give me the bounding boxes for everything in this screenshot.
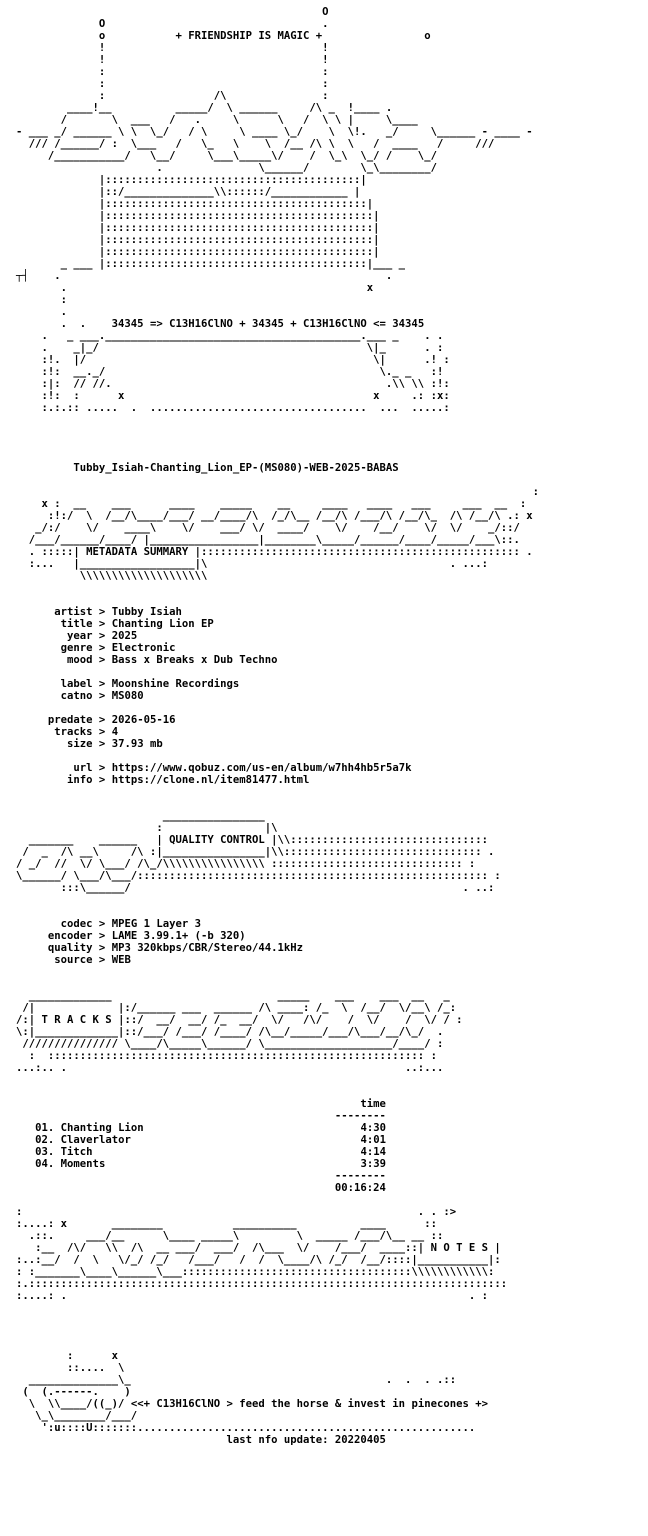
metadata-title: METADATA SUMMARY — [86, 546, 189, 558]
quality-key-encoder: encoder — [35, 930, 93, 942]
metadata-value-genre: Electronic — [111, 642, 176, 654]
track-name: Chanting Lion — [60, 1122, 144, 1134]
quality-value-encoder: LAME 3.99.1+ (-b 320) — [111, 930, 246, 942]
track-name: Claverlator — [60, 1134, 131, 1146]
quality-key-quality: quality — [35, 942, 93, 954]
metadata-key-url: url — [35, 762, 93, 774]
release-name: Tubby_Isiah-Chanting_Lion_EP-(MS080)-WEB-2025-BABAS — [73, 462, 399, 474]
track-number: 01. — [35, 1122, 55, 1134]
track-time: 4:30 — [360, 1122, 386, 1134]
metadata-key-title: title — [35, 618, 93, 630]
track-number: 02. — [35, 1134, 55, 1146]
metadata-key-mood: mood — [35, 654, 93, 666]
footer-tagline: <<+ C13H16ClNO > feed the horse & invest in pinecones +> — [130, 1398, 488, 1410]
quality-key-codec: codec — [35, 918, 93, 930]
metadata-value-url: https://www.qobuz.com/us-en/album/w7hh4hb5r5a7k — [111, 762, 412, 774]
time-column-header: time — [360, 1098, 386, 1110]
metadata-value-tracks: 4 — [111, 726, 119, 738]
metadata-key-label: label — [35, 678, 93, 690]
metadata-key-size: size — [35, 738, 93, 750]
track-name: Moments — [60, 1158, 106, 1170]
quality-value-quality: MP3 320kbps/CBR/Stereo/44.1kHz — [111, 942, 304, 954]
track-time: 4:01 — [360, 1134, 386, 1146]
quality-value-codec: MPEG 1 Layer 3 — [111, 918, 201, 930]
quality-value-source: WEB — [111, 954, 131, 966]
metadata-key-genre: genre — [35, 642, 93, 654]
metadata-key-predate: predate — [35, 714, 93, 726]
metadata-key-artist: artist — [35, 606, 93, 618]
metadata-value-title: Chanting Lion EP — [111, 618, 214, 630]
track-time: 3:39 — [360, 1158, 386, 1170]
metadata-value-size: 37.93 mb — [111, 738, 163, 750]
nfo-document: O O . o + FRIENDSHIP IS MAGIC + o ! ! ! ! : : : : : /\ : ____!__ _____/ \ ______ /\ _ !____ . / \ ___ / . \ \ / \ \ | \____ - ___ _/ ______ \ \ \_/ / \ \ ____ \_/ \ \!. _/ \______ - ____ - /// /______/ : \___ / \_ \ \ /__ /\ \ \ / ____ / /// /___________/ \__/ \___\_____\/ / \_\ \_/ / \_/ . \______/ \_\________/ |::::::::::::::::::::::::::::::::::::::::| |::/______________\\::::::/____________ | |:::::::::::::::::::::::::::::::::::::::::| |::::::::::::::::::::::::::::::::::::::::::| |::::::::::::::::::::::::::::::::::::::::::| |::::::::::::::::::::::::::::::::::::::::::| |::::::::::::::::::::::::::::::::::::::::::| _ ___ |:::::::::::::::::::::::::::::::::::::::::|___ _ ┬┤ . . . x : . . . 34345 => C13H16ClNO + 34345 + C13H16ClNO <= 34345 . _ ___.________________________________________.___ _ . . . _|_/ \|_ . : :!. |/ \| .! : :!: __._/ \._ _ :! :|: // //. .\\ \\ :!: :!: : x x .: :x: :.:.:: ..... . .................................. ... .....: Tubby_Isiah-Chanting_Lion_EP-(MS080)-WEB-2025-BABAS : x : __ ___ ____ _____ __ ____ ____ ___ ___ __ : :!:/ \ /__/\____/___/ __/____/\ /_/\__ /__/\ /___/\ /__/\_ /\ /__/\ .: x _/:/ \/ ____\ \/ ___/ \/ ____/ \/ /__/ \/ \/ _/::/ /___/______/____/ |_________________|________\_____/______/____/_____/___\::. . :::::| METADATA SUMMARY |:::::::::::::::::::::::::::::::::::::::::::::::::: . :... |__________________|\ . ...: \\\\\\\\\\\\\\\\\\\\ artist > Tubby Isiah title > Chanting Lion EP year > 2025 genre > Electronic mood > Bass x Breaks x Dub Techno label > Moonshine Recordings catno > MS080 predate > 2026-05-16 tracks > 4 size > 37.93 mb url > https://www.qobuz.com/us-en/album/w7hh4hb5r5a7k info > https://clone.nl/item81477.html ________________ : |\ _______ ______ | QUALITY CONTROL |\\::::::::::::::::::::::::::::::: / _ /\ __\ /\ :|________________|\\::::::::::::::::::::::::::::::: . / _/ // \/ \___/ /\_/\\\\\\\\\\\\\\\\ :::::::::::::::::::::::::::::: : \______/ \___/\___/::::::::::::::::::::::::::::::::::::::::::::::::::::::: : :::\______/ . ..: codec > MPEG 1 Layer 3 encoder > LAME 3.99.1+ (-b 320) quality > MP3 320kbps/CBR/Stereo/44.1kHz source > WEB _____________ _____ ___ ___ __ _ /| |:/______ ___ ______ /\ ____: /_ \ /__/ \/__\ /_: /:| T R A C K S |::/ __/ __/ /_ __/ \/ /\/ / \/ / \/ / : \:|_____________|::/___/ /___/ /____/ /\__/_____/___/\___/__/\_/ . /////////////// \____/\_____\______/ \____________________/____/ : : ::::::::::::::::::::::::::::::::::::::::::::::::::::::::::: : ...:.. . ..:... time -------- 01. Chanting Lion 4:30 02. Claverlator 4:01 03. Titch 4:14 04. Moments 3:39 -------- 00:16:24 : . . :> :....: x ________ __________ ____ :: .::. ___/__ \____ _____\ \ _____ /___/\__ __ :: :__ /\/ \\ /\ __ ___/ ___/ /\___ \/ /___/ ____::| N O T E S | :..:__/ / \ \/_/ /_/ /___/ / / \____/\ /_/ /__/::::|___________|: : :_______\____\______\___::::::::::::::::::::::::::::::::::::\\\\\\\\\\\\: :.::::::::::::::::::::::::::::::::::::::::::::::::::::::::::::::::::::::::::: :....: . . : : x ::.... \ ______________\_ . . . .:: ( (.------. ) \ \\____/((_)/ <<+ C13H16ClNO > feed the horse & invest in pinecones +> \_\________/___/ ':u::::U:::::::..................................................... last nfo update: 20220405 — [16, 6, 539, 1446]
notes-title: N O T E S — [430, 1242, 488, 1254]
quality-title: QUALITY CONTROL — [169, 834, 265, 846]
decor-glyph: ┬┤ — [16, 270, 29, 282]
quality-key-source: source — [35, 954, 93, 966]
track-name: Titch — [60, 1146, 93, 1158]
tracks-title: T R A C K S — [41, 1014, 112, 1026]
metadata-key-tracks: tracks — [35, 726, 93, 738]
metadata-value-catno: MS080 — [111, 690, 144, 702]
metadata-value-predate: 2026-05-16 — [111, 714, 176, 726]
track-number: 04. — [35, 1158, 55, 1170]
metadata-value-artist: Tubby Isiah — [111, 606, 182, 618]
header-ascii-art: O O . o + FRIENDSHIP IS MAGIC + o ! ! ! ! : : : : : /\ : ____!__ _____/ \ ______ /\ _ !____ . / \ ___ / . \ \ / \ \ | \____ - ___ _/ ______ \ \ \_/ / \ \ ____ \_/ \ \!. _/ \______ - ____ - /// /______/ : \___ / \_ \ \ /__ /\ \ \ / ____ / /// /___________/ \__/ \___\_____\/ / \_\ \_/ / \_/ . \______/ \_\________/ |::::::::::::::::::::::::::::::::::::::::| |::/______________\\::::::/____________ | |:::::::::::::::::::::::::::::::::::::::::| |::::::::::::::::::::::::::::::::::::::::::| |::::::::::::::::::::::::::::::::::::::::::| |::::::::::::::::::::::::::::::::::::::::::| |::::::::::::::::::::::::::::::::::::::::::| _ ___ |:::::::::::::::::::::::::::::::::::::::::|___ _ — [16, 6, 533, 270]
lower-ascii-art: . _ ___.________________________________________.___ _ . . . _|_/ \|_ . : :!. |/ \| .! : :!: __._/ \._ _ :! :|: // //. .\\ \\ :!: :!: : x x .: :x: :.:.:: ..... . .................................. ... .....: — [41, 330, 450, 414]
last-update: last nfo update: 20220405 — [226, 1434, 386, 1446]
formula-line: 34345 => C13H16ClNO + 34345 + C13H16ClNO <= 34345 — [111, 318, 425, 330]
metadata-key-info: info — [35, 774, 93, 786]
metadata-value-mood: Bass x Breaks x Dub Techno — [111, 654, 278, 666]
total-time: 00:16:24 — [334, 1182, 386, 1194]
track-time: 4:14 — [360, 1146, 386, 1158]
metadata-key-catno: catno — [35, 690, 93, 702]
metadata-value-year: 2025 — [111, 630, 138, 642]
track-number: 03. — [35, 1146, 55, 1158]
metadata-value-label: Moonshine Recordings — [111, 678, 240, 690]
metadata-key-year: year — [35, 630, 93, 642]
metadata-value-info: https://clone.nl/item81477.html — [111, 774, 310, 786]
